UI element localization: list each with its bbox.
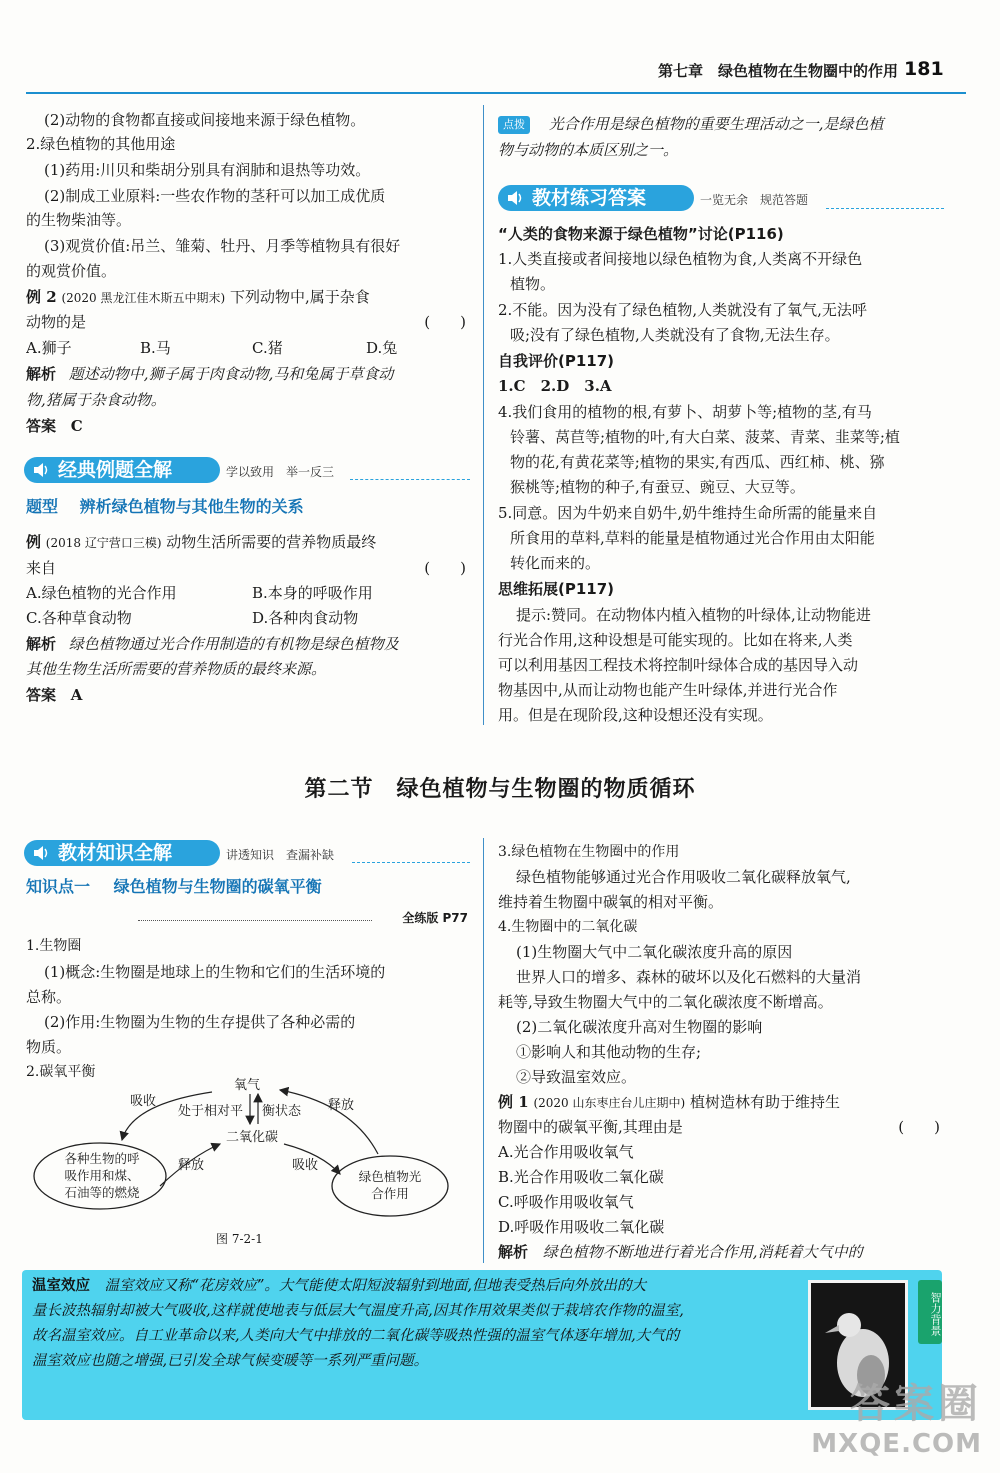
text-line: 铃薯、莴苣等;植物的叶,有大白菜、菠菜、青菜、韭菜等;植 xyxy=(510,428,900,446)
knowledge-section xyxy=(26,874,472,1080)
text-line: 可以利用基因工程技术将控制叶绿体合成的基因导入动 xyxy=(498,656,859,674)
watermark-url: MXQE.COM xyxy=(811,1429,982,1459)
text-line: (1)药用:川贝和柴胡分别具有润肺和退热等功效。 xyxy=(44,161,371,179)
text-line: 5.同意。因为牛奶来自奶牛,奶牛维持生命所需的能量来自 xyxy=(498,504,878,522)
banner-title: 教材练习答案 xyxy=(532,187,647,209)
analysis-text: 题述动物中,狮子属于肉食动物,马和兔属于草食动 xyxy=(68,365,394,383)
node-text: 合作用 xyxy=(371,1186,409,1201)
option-a: A.狮子 xyxy=(26,339,72,357)
self-eval-title: 自我评价(P117) xyxy=(498,352,615,370)
text-line: ①影响人和其他动物的生存; xyxy=(516,1043,702,1061)
text-line: (2)动物的食物都直接或间接地来源于绿色植物。 xyxy=(44,111,366,129)
text-line: 2.碳氧平衡 xyxy=(26,1064,96,1080)
analysis-label: 解析 xyxy=(26,365,57,383)
banner-subtitle: 学以致用 举一反三 xyxy=(226,465,335,479)
answer-label: 答案 xyxy=(26,417,57,435)
text-line: 用。但是在现阶段,这种设想还没有实现。 xyxy=(498,706,773,724)
option-c: C.呼吸作用吸收氧气 xyxy=(498,1193,634,1211)
example-1-question-cont xyxy=(498,1115,946,1140)
text-line: 维持着生物圈中碳氧的相对平衡。 xyxy=(498,893,724,911)
question-type xyxy=(26,494,472,519)
reference-line xyxy=(26,906,472,931)
option-d: D.呼吸作用吸收二氧化碳 xyxy=(498,1218,665,1236)
example-1-question xyxy=(498,1090,946,1115)
text-line: (3)观赏价值:吊兰、雏菊、牡丹、月季等植物具有很好 xyxy=(44,237,401,255)
options-row xyxy=(26,606,472,631)
diagram-node-photosynthesis xyxy=(344,1168,436,1202)
tip-text: 光合作用是绿色植物的重要生理活动之一,是绿色植 xyxy=(548,115,884,133)
right-column-bottom xyxy=(498,840,946,1265)
text-line: 耗等,导致生物圈大气中的二氧化碳浓度不断增高。 xyxy=(498,993,833,1011)
text-line: 世界人口的增多、森林的破坏以及化石燃料的大量消 xyxy=(516,968,862,986)
banner-title: 经典例题全解 xyxy=(58,459,173,481)
header-rule xyxy=(26,92,966,94)
example-question: 动物的是 xyxy=(26,313,87,331)
answer-value: A xyxy=(70,686,83,704)
speaker-icon xyxy=(33,845,50,861)
example-label: 例 1 xyxy=(498,1093,529,1111)
text-line: 绿色植物能够通过光合作用吸收二氧化碳释放氧气, xyxy=(516,868,851,886)
text-line: (2)制成工业原料:一些农作物的茎秆可以加工成优质 xyxy=(44,187,386,205)
options-row xyxy=(26,336,472,361)
example-question-text: 动物生活所需要的营养物质最终 xyxy=(166,533,377,551)
option-a: A.绿色植物的光合作用 xyxy=(26,584,177,602)
analysis-text: 绿色植物不断地进行着光合作用,消耗着大气中的 xyxy=(542,1243,863,1261)
answer-value: C xyxy=(70,417,83,435)
tip-title: 温室效应 xyxy=(32,1278,90,1294)
example-source: (2020 山东枣庄台儿庄期中) xyxy=(533,1096,686,1110)
banner-subtitle: 讲透知识 查漏补缺 xyxy=(226,848,335,862)
banner-rule xyxy=(826,208,944,209)
analysis-line xyxy=(26,362,472,387)
chapter-title: 第七章 绿色植物在生物圈中的作用 xyxy=(657,62,898,80)
classic-examples xyxy=(26,494,472,714)
textbook-answers xyxy=(498,222,946,732)
reference: 全练版 P77 xyxy=(402,911,468,925)
text-line: 3.绿色植物在生物圈中的作用 xyxy=(498,844,680,860)
answer-label: 答案 xyxy=(26,686,57,704)
banner-textbook-knowledge xyxy=(24,840,220,866)
answer-paren: ( ) xyxy=(424,559,466,577)
diagram-label-absorb-top: 吸收 xyxy=(130,1094,157,1109)
text-line: 总称。 xyxy=(26,988,72,1006)
example-label: 例 2 xyxy=(26,288,57,306)
example-source: (2018 辽宁营口三模) xyxy=(45,536,162,550)
knowledge-point-label: 知识点一 xyxy=(26,877,91,896)
option-d: D.各种肉食动物 xyxy=(252,609,359,627)
option-a: A.光合作用吸收氧气 xyxy=(498,1143,634,1161)
self-eval-answers: 1.C 2.D 3.A xyxy=(498,377,612,395)
example-question xyxy=(26,530,472,555)
answer-line xyxy=(26,683,472,708)
text-line: ②导致温室效应。 xyxy=(516,1068,637,1086)
tip-text xyxy=(32,1274,792,1374)
text-line: 4.我们食用的植物的根,有萝卜、胡萝卜等;植物的茎,有马 xyxy=(498,403,872,421)
diagram-oxygen: 氧气 xyxy=(234,1078,261,1093)
text-line: (2)二氧化碳浓度升高对生物圈的影响 xyxy=(516,1018,763,1036)
analysis-text: 物,猪属于杂食动物。 xyxy=(26,391,166,409)
dianbo-tag: 点拨 xyxy=(498,116,530,134)
tip-line xyxy=(32,1274,792,1299)
option-b: B.本身的呼吸作用 xyxy=(252,584,373,602)
carbon-oxygen-diagram xyxy=(22,1074,462,1254)
figure-caption: 图 7-2-1 xyxy=(216,1232,263,1246)
page-number: 181 xyxy=(904,58,944,80)
tip-line-text: 量长波热辐射却被大气吸收,这样就使地表与低层大气温度升高,因其作用效果类似于栽培农作物的温室, xyxy=(32,1303,684,1319)
example-question: 植树造林有助于维持生 xyxy=(689,1093,840,1111)
analysis-line xyxy=(26,632,472,657)
diagram-label-release-top: 释放 xyxy=(328,1098,355,1113)
diagram-label-absorb-mid: 吸收 xyxy=(292,1158,319,1173)
option-b: B.光合作用吸收二氧化碳 xyxy=(498,1168,664,1186)
thinking-title: 思维拓展(P117) xyxy=(498,580,615,598)
banner-subtitle: 一览无余 规范答题 xyxy=(700,193,809,207)
page-header xyxy=(0,0,1000,100)
answer-line xyxy=(26,414,472,439)
example-question-text: 来自 xyxy=(26,559,57,577)
question-type-title: 辨析绿色植物与其他生物的关系 xyxy=(79,497,304,516)
side-tab-background: 智力背景 xyxy=(918,1280,942,1344)
tip-line-text: 温室效应又称“花房效应”。大气能使太阳短波辐射到地面,但地表受热后向外放出的大 xyxy=(104,1278,647,1294)
text-line: 猴桃等;植物的种子,有蚕豆、豌豆、大豆等。 xyxy=(510,478,805,496)
text-line: 所食用的草料,草料的能量是植物通过光合作用由太阳能 xyxy=(510,529,875,547)
text-line: 行光合作用,这种设想是可能实现的。比如在将来,人类 xyxy=(498,631,853,649)
banner-title: 教材知识全解 xyxy=(58,842,173,864)
text-line: 的生物柴油等。 xyxy=(26,211,132,229)
text-line: (2)作用:生物圈为生物的生存提供了各种必需的 xyxy=(44,1013,356,1031)
tip-text: 物与动物的本质区别之一。 xyxy=(498,141,679,159)
question-type-label: 题型 xyxy=(26,497,59,516)
knowledge-point-title: 绿色植物与生物圈的碳氧平衡 xyxy=(113,877,322,896)
text-line: (1)生物圈大气中二氧化碳浓度升高的原因 xyxy=(516,943,793,961)
answer-paren: ( ) xyxy=(424,313,466,331)
tip-line-text: 故名温室效应。自工业革命以来,人类向大气中排放的二氧化碳等吸热性强的温室气体逐年增加,大气的 xyxy=(32,1328,680,1344)
watermark-logo: 答案圈 xyxy=(850,1381,982,1427)
left-column-top xyxy=(26,108,472,438)
option-b: B.马 xyxy=(140,339,171,357)
option-c: C.猪 xyxy=(252,339,283,357)
text-line: 转化而来的。 xyxy=(510,554,601,572)
node-text: 吸作用和煤、 xyxy=(64,1168,140,1183)
speaker-icon xyxy=(33,462,50,478)
banner-classic-examples xyxy=(24,457,220,483)
analysis-label: 解析 xyxy=(498,1243,529,1261)
watermark xyxy=(811,1372,982,1459)
example-question: 下列动物中,属于杂食 xyxy=(229,288,370,306)
column-divider-bottom xyxy=(483,838,484,1263)
example-source: (2020 黑龙江佳木斯五中期末) xyxy=(61,291,226,305)
dotted-leader xyxy=(138,920,372,921)
speaker-icon xyxy=(507,190,524,206)
example-label: 例 xyxy=(26,533,42,551)
node-text: 各种生物的呼 xyxy=(64,1151,140,1166)
diagram-co2: 二氧化碳 xyxy=(226,1130,279,1145)
analysis-text: 其他生物生活所需要的营养物质的最终来源。 xyxy=(26,660,327,678)
diagram-label-release-mid: 释放 xyxy=(178,1158,205,1173)
analysis-label: 解析 xyxy=(26,635,57,653)
text-line: 1.生物圈 xyxy=(26,938,82,954)
discussion-title: “人类的食物来源于绿色植物”讨论(P116) xyxy=(498,225,784,243)
analysis-line xyxy=(498,1240,946,1265)
banner-textbook-answers xyxy=(498,185,694,211)
text-line: 物质。 xyxy=(26,1038,72,1056)
text-line: (1)概念:生物圈是地球上的生物和它们的生活环境的 xyxy=(44,963,386,981)
tip-line xyxy=(498,112,946,137)
text-line: 2.不能。因为没有了绿色植物,人类就没有了氧气,无法呼 xyxy=(498,301,867,319)
tip-line-text: 温室效应也随之增强,已引发全球气候变暖等一系列严重问题。 xyxy=(32,1353,429,1369)
text-line: 提示:赞同。在动物体内植入植物的叶绿体,让动物能进 xyxy=(516,606,871,624)
example-question: 物圈中的碳氧平衡,其理由是 xyxy=(498,1118,683,1136)
text-line: 2.绿色植物的其他用途 xyxy=(26,135,176,153)
text-line: 的观赏价值。 xyxy=(26,262,117,280)
section-title: 第二节 绿色植物与生物圈的物质循环 xyxy=(304,777,696,802)
text-line: 植物。 xyxy=(510,275,556,293)
banner-rule xyxy=(350,479,470,480)
analysis-text: 绿色植物通过光合作用制造的有机物是绿色植物及 xyxy=(68,635,399,653)
options-row xyxy=(26,581,472,606)
example-question-cont xyxy=(26,556,472,581)
diagram-balance-right: 衡状态 xyxy=(262,1104,302,1119)
diagram-node-respiration xyxy=(50,1150,154,1201)
node-text: 绿色植物光 xyxy=(358,1169,422,1184)
text-line: 物基因中,从而让动物也能产生叶绿体,并进行光合作 xyxy=(498,681,838,699)
option-c: C.各种草食动物 xyxy=(26,609,132,627)
node-text: 石油等的燃烧 xyxy=(64,1185,140,1200)
banner-rule xyxy=(352,862,470,863)
diagram-balance-left: 处于相对平 xyxy=(178,1104,244,1119)
answer-paren: ( ) xyxy=(898,1118,940,1136)
text-line: 吸;没有了绿色植物,人类就没有了食物,无法生存。 xyxy=(510,326,840,344)
text-line: 物的花,有黄花菜等;植物的果实,有西瓜、西红柿、桃、猕 xyxy=(510,453,885,471)
text-line: 4.生物圈中的二氧化碳 xyxy=(498,919,638,935)
text-line: 1.人类直接或者间接地以绿色植物为食,人类离不开绿色 xyxy=(498,250,863,268)
example-2-question xyxy=(26,285,472,310)
option-d: D.兔 xyxy=(366,339,398,357)
example-2-question-cont xyxy=(26,310,472,335)
knowledge-point xyxy=(26,874,472,899)
column-divider-top xyxy=(483,105,484,725)
